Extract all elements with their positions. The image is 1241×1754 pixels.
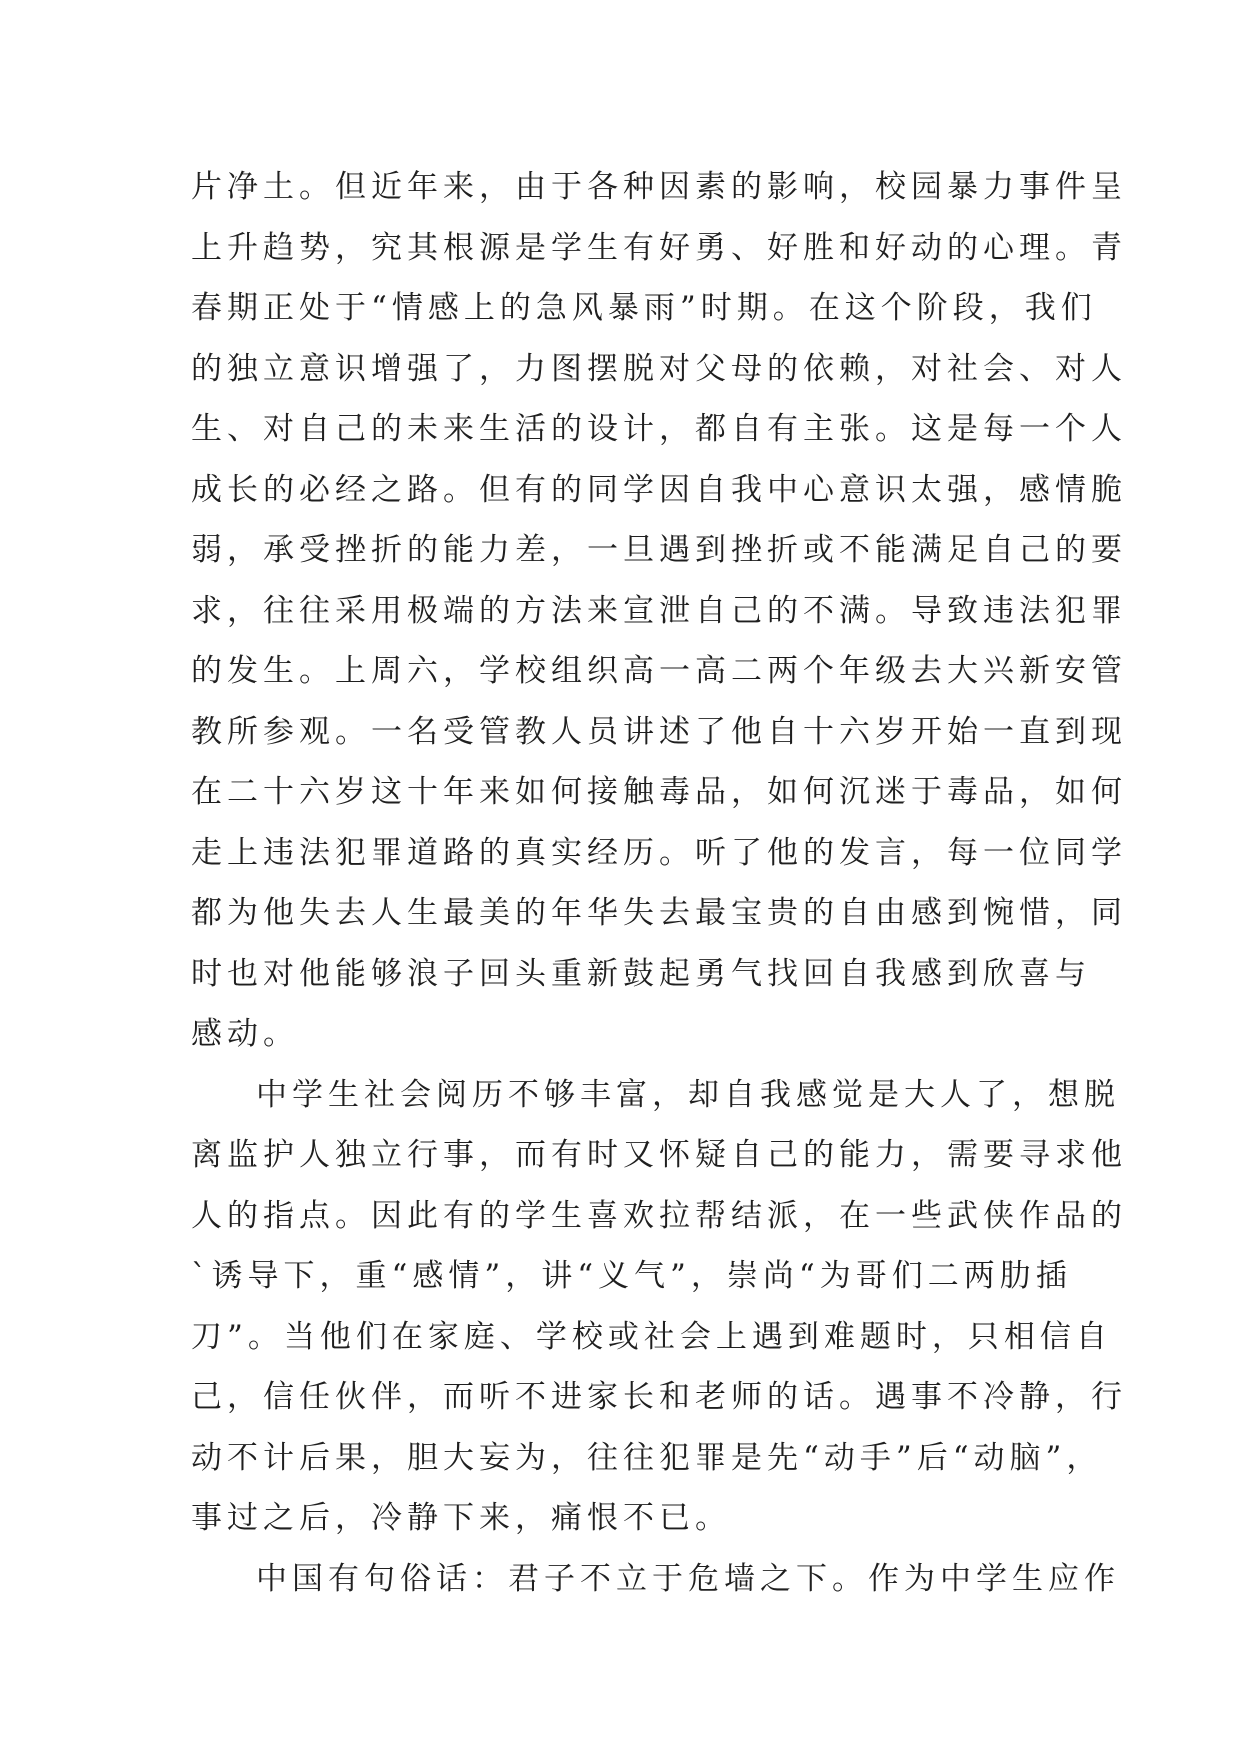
body-text <box>191 157 1127 1609</box>
text-line: 事过之后，冷静下来，痛恨不已。 <box>191 1500 731 1536</box>
text-line: 上升趋势，究其根源是学生有好勇、好胜和好动的心理。青 <box>191 229 1127 266</box>
paragraph-start-line: 中学生社会阅历不够丰富，却自我感觉是大人了，想脱 <box>256 1076 1120 1113</box>
text-line: 感动。 <box>191 1016 299 1052</box>
text-line: 时也对他能够浪子回头重新鼓起勇气找回自我感到欣喜与 <box>191 955 1091 992</box>
text-line: 的发生。上周六，学校组织高一高二两个年级去大兴新安管 <box>191 653 1127 689</box>
paragraph-start-line: 中国有句俗话：君子不立于危墙之下。作为中学生应作 <box>256 1560 1120 1597</box>
text-line: 刀”。当他们在家庭、学校或社会上遇到难题时，只相信自 <box>191 1318 1112 1355</box>
text-line: `诱导下，重“感情”，讲“义气”，崇尚“为哥们二两肋插 <box>191 1258 1072 1294</box>
text-line: 生、对自己的未来生活的设计，都自有主张。这是每一个人 <box>191 411 1127 447</box>
text-line: 都为他失去人生最美的年华失去最宝贵的自由感到惋惜，同 <box>191 895 1127 931</box>
text-line: 教所参观。一名受管教人员讲述了他自十六岁开始一直到现 <box>191 713 1127 750</box>
text-line: 在二十六岁这十年来如何接触毒品，如何沉迷于毒品，如何 <box>191 774 1127 810</box>
text-line: 片净土。但近年来，由于各种因素的影响，校园暴力事件呈 <box>191 169 1127 205</box>
text-line: 走上违法犯罪道路的真实经历。听了他的发言，每一位同学 <box>191 834 1127 871</box>
text-line: 成长的必经之路。但有的同学因自我中心意识太强，感情脆 <box>191 471 1127 508</box>
text-line: 求，往往采用极端的方法来宣泄自己的不满。导致违法犯罪 <box>191 592 1127 629</box>
text-line: 的独立意识增强了，力图摆脱对父母的依赖，对社会、对人 <box>191 350 1127 387</box>
text-line: 离监护人独立行事，而有时又怀疑自己的能力，需要寻求他 <box>191 1137 1127 1173</box>
text-line: 春期正处于“情感上的急风暴雨”时期。在这个阶段，我们 <box>191 290 1097 326</box>
text-line: 动不计后果，胆大妄为，往往犯罪是先“动手”后“动脑”， <box>191 1439 1103 1476</box>
text-line: 弱，承受挫折的能力差，一旦遇到挫折或不能满足自己的要 <box>191 532 1127 568</box>
text-line: 人的指点。因此有的学生喜欢拉帮结派，在一些武侠作品的 <box>191 1197 1127 1234</box>
text-line: 己，信任伙伴，而听不进家长和老师的话。遇事不冷静，行 <box>191 1379 1127 1415</box>
